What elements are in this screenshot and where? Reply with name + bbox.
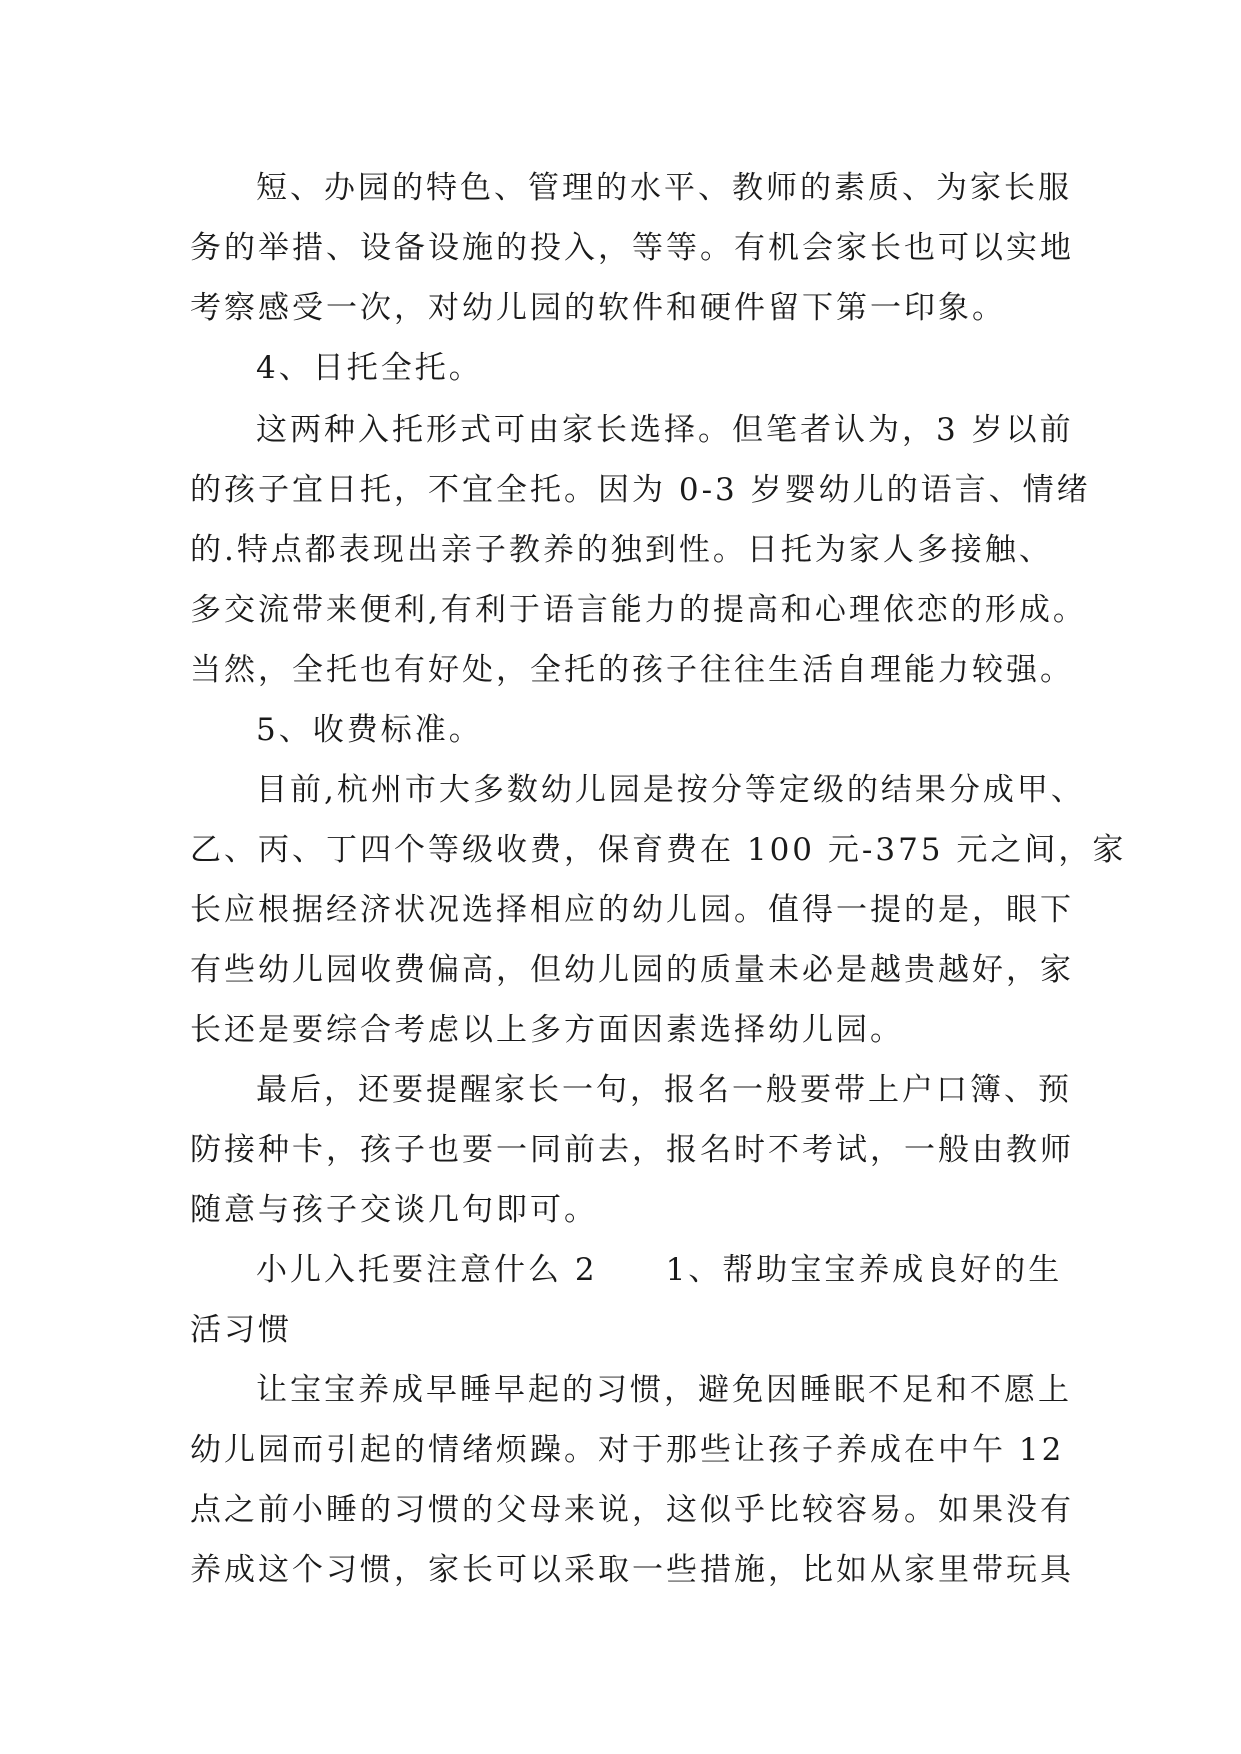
text-line: 考察感受一次，对幼儿园的软件和硬件留下第一印象。 [190, 290, 1006, 326]
text-line: 目前,杭州市大多数幼儿园是按分等定级的结果分成甲、 [256, 772, 1085, 808]
text-line: 防接种卡，孩子也要一同前去，报名时不考试，一般由教师 [190, 1132, 1074, 1168]
text-line: 短、办园的特色、管理的水平、教师的素质、为家长服 [256, 170, 1072, 206]
text-line: 随意与孩子交谈几句即可。 [190, 1192, 598, 1228]
text-line: 长应根据经济状况选择相应的幼儿园。值得一提的是，眼下 [190, 892, 1074, 928]
text-line: 点之前小睡的习惯的父母来说，这似乎比较容易。如果没有 [190, 1492, 1074, 1528]
text-line: 多交流带来便利,有利于语言能力的提高和心理依恋的形成。 [190, 592, 1087, 628]
text-line: 长还是要综合考虑以上多方面因素选择幼儿园。 [190, 1012, 904, 1048]
text-line: 有些幼儿园收费偏高，但幼儿园的质量未必是越贵越好，家 [190, 952, 1074, 988]
text-line: 让宝宝养成早睡早起的习惯，避免因睡眠不足和不愿上 [256, 1372, 1072, 1408]
text-line: 养成这个习惯，家长可以采取一些措施，比如从家里带玩具 [190, 1552, 1074, 1588]
section-heading: 小儿入托要注意什么 2 1、帮助宝宝养成良好的生 [256, 1252, 1063, 1288]
text-line: 这两种入托形式可由家长选择。但笔者认为，3 岁以前 [256, 412, 1074, 448]
text-line: 的.特点都表现出亲子教养的独到性。日托为家人多接触、 [190, 532, 1053, 568]
text-line: 当然，全托也有好处，全托的孩子往往生活自理能力较强。 [190, 652, 1074, 688]
section-heading-continued: 活习惯 [190, 1312, 292, 1348]
text-line: 幼儿园而引起的情绪烦躁。对于那些让孩子养成在中午 12 [190, 1432, 1065, 1468]
text-line: 最后，还要提醒家长一句，报名一般要带上户口簿、预 [256, 1072, 1072, 1108]
list-heading: 5、收费标准。 [256, 712, 483, 748]
text-line: 的孩子宜日托，不宜全托。因为 0-3 岁婴幼儿的语言、情绪 [190, 472, 1091, 508]
text-line: 乙、丙、丁四个等级收费，保育费在 100 元-375 元之间，家 [190, 832, 1127, 868]
list-heading: 4、日托全托。 [256, 350, 483, 386]
text-line: 务的举措、设备设施的投入，等等。有机会家长也可以实地 [190, 230, 1074, 266]
